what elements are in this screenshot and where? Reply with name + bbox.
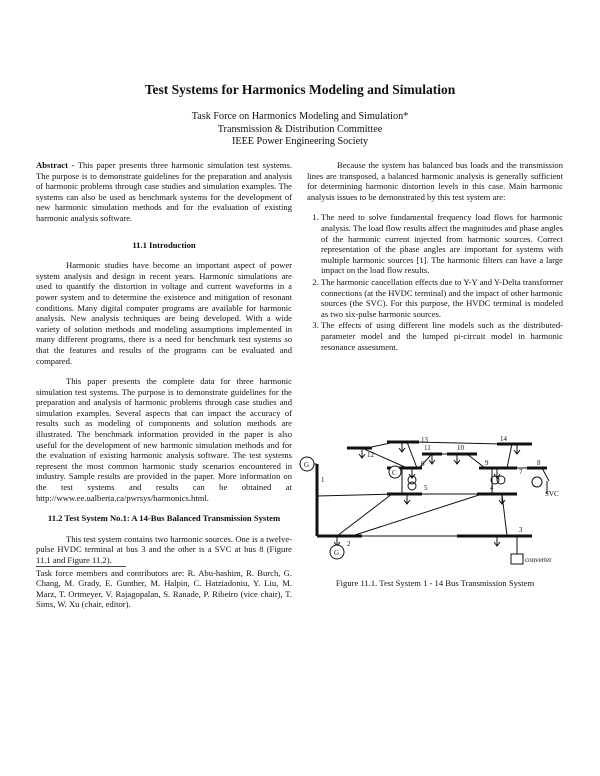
converter-label: converter: [525, 556, 552, 564]
paper-title: Test Systems for Harmonics Modeling and Simulation: [144, 82, 456, 97]
author-line-2: Transmission & Distribution Committee: [217, 123, 383, 135]
left-column: [36, 160, 292, 610]
author-line-1: Task Force on Harmonics Modeling and Simulation*: [191, 111, 409, 122]
svc-icon: [532, 477, 542, 487]
bus-label-2: 2: [347, 540, 351, 548]
bus-label-9: 9: [485, 459, 489, 467]
abstract-label: Abstract -: [36, 160, 75, 170]
bus-label-7: 7: [519, 468, 523, 476]
list-item: 1. The need to solve fundamental frequency load flows for harmonic analysis. The load flow results affect the magnitudes and phase angles of the harmonic current injected from harmonic sources. Correct representation of the phase angles are important for systems with multiple harmonic sources [1]. The harmonic filters can have a large impact on the load flow results.: [321, 212, 563, 276]
abstract: [36, 160, 292, 224]
right-paragraph-1: Because the system has balanced bus loads and the transmission lines are transposed, a balanced harmonic analysis is generally sufficient for determining harmonic distortion levels in this case. Main harmonic analysis issues to be demonstrated by this test system are:: [307, 160, 563, 202]
converter-box: [511, 554, 523, 564]
intro-paragraph-1: Harmonic studies have become an important aspect of power system analysis and design in recent years. Harmonic simulations are used to quantify the distortion in voltage and current waveforms in a power system and to determine the existence and mitigation of resonant conditions. Many digital computer programs are available for harmonic analysis. New analysis techniques are being developed. With a wide variety of solution methods and modeling assumptions implemented in many different programs, there is a need for benchmark test systems so that the features and results of the programs can be evaluated and compared.: [36, 260, 292, 366]
list-item: 2. The harmonic cancellation effects due to Y-Y and Y-Delta transformer connections (at the HVDC terminal) and the impact of other harmonic sources (the SVC). For this purpose, the HVDC terminal is modeled as two six-pulse harmonic sources.: [321, 277, 563, 319]
footnote: Task force members and contributors are: R. Abu-hashim, R. Burch, G. Chang, M. Grady, E. Gunther, M. Halpin, C. Hatziadoniu, Y. Liu, M. Marz, T. Ortmeyer, V. Rajagopalan, S. Ranade, P. Ribeiro (vice chair), T. Sims, W. Xu (chair, editor).: [36, 567, 292, 610]
gen-1-symbol: G: [304, 461, 310, 469]
intro-heading: 11.1 Introduction: [132, 239, 196, 250]
bus-label-3: 3: [519, 526, 523, 534]
issues-list: [307, 212, 563, 352]
bus-label-13: 13: [421, 436, 428, 444]
bus-label-8: 8: [537, 459, 541, 467]
bus-label-10: 10: [457, 444, 464, 452]
figure-14-bus-diagram: [304, 435, 563, 570]
bus-label-5: 5: [424, 484, 428, 492]
one-line-diagram: [304, 435, 563, 570]
svc-label: SVC: [545, 490, 559, 498]
bus-label-12: 12: [367, 451, 374, 459]
footnote-separator: [36, 566, 126, 567]
author-block: [0, 111, 600, 149]
system1-heading: 11.2 Test System No.1: A 14-Bus Balanced Transmission System: [47, 513, 281, 524]
bus-label-14: 14: [500, 435, 507, 443]
author-line-3: IEEE Power Engineering Society: [231, 136, 369, 148]
abstract-text: This paper presents three harmonic simulation test systems. The purpose is to demonstrate guidelines for the preparation and analysis of harmonic problems through case studies and simulation examples. The systems can also be used as benchmark systems for the development of new harmonic simulation methods and for the evaluation of existing harmonic analysis software.: [36, 160, 292, 223]
condenser-symbol: C: [392, 469, 397, 477]
bus-label-4: 4: [490, 484, 494, 492]
bus-label-6: 6: [421, 460, 425, 468]
gen-2-symbol: G: [334, 549, 340, 557]
intro-paragraph-2: This paper presents the complete data for three harmonic simulation test systems. The purpose is to demonstrate guidelines for the preparation and analysis of harmonic problems through case studies and simulation examples. Several aspects that can impact the accuracy of results such as modeling of components and solution methods are illustrated. The benchmark information provided in the paper is also useful for the development of new harmonic simulation methods and for the evaluation of existing harmonic analysis software. The test systems represent the most common harmonic study scenarios encountered in industry. Sample results are provided in the paper. More information on the test systems and results can be obtained at http://www.ee.ualberta.ca/pwrsys/harmonics.html.: [36, 376, 292, 503]
right-column: [307, 160, 563, 353]
system1-paragraph: This test system contains two harmonic sources. One is a twelve-pulse HVDC terminal at bus 3 and the other is a SVC at bus 8 (Figure 11.1 and Figure 11.2).: [36, 533, 292, 565]
list-item: 3. The effects of using different line models such as the distributed-parameter model and the lumped pi-circuit model in harmonic resonance assessment.: [321, 320, 563, 352]
bus-label-1: 1: [321, 476, 325, 484]
bus-label-11: 11: [424, 444, 431, 452]
figure-caption: Figure 11.1. Test System 1 - 14 Bus Transmission System: [335, 578, 535, 588]
